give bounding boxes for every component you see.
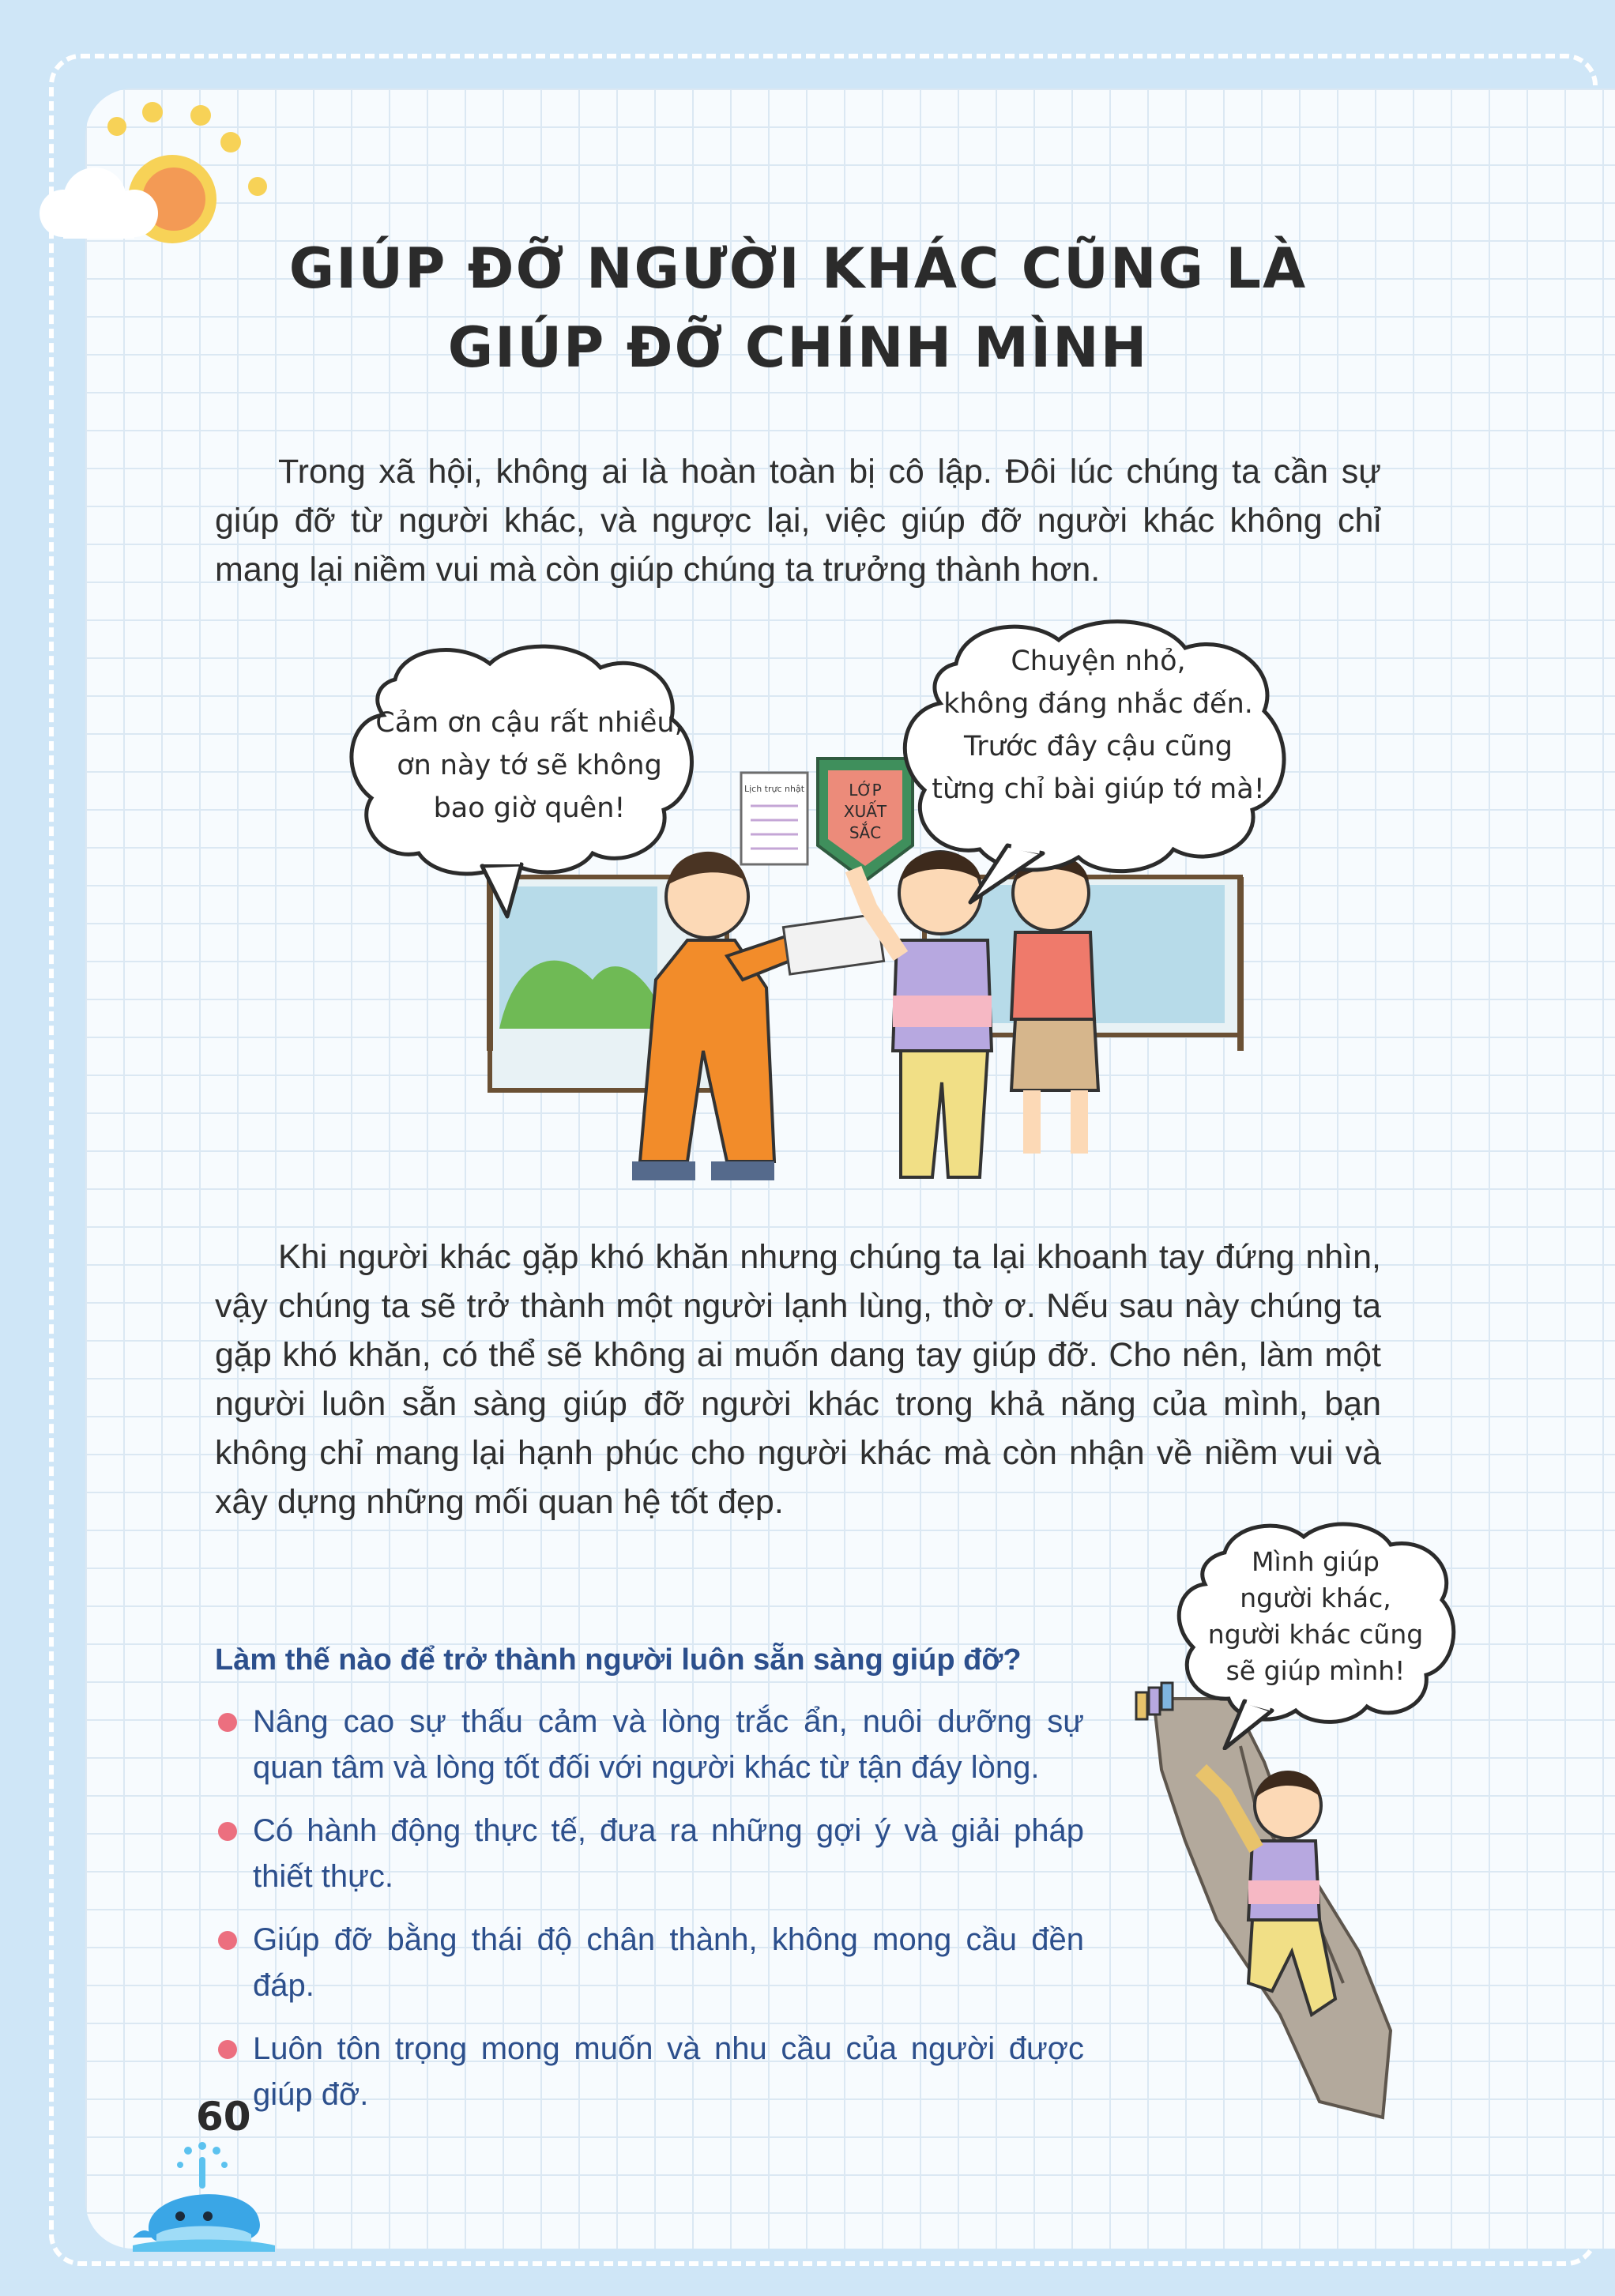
list-item-text: Có hành động thực tế, đưa ra những gợi ý và giải pháp thiết thực. bbox=[253, 1813, 1084, 1894]
page-number: 60 bbox=[196, 2094, 251, 2140]
intro-paragraph: Trong xã hội, không ai là hoàn toàn bị cô lập. Đôi lúc chúng ta cần sự giúp đỡ từ người khác, và ngược lại, việc giúp đỡ người khác không chỉ mang lại niềm vui mà còn giúp chúng ta trưởng thành hơn. bbox=[215, 453, 1381, 589]
bullet-dot-icon bbox=[218, 1822, 237, 1841]
notice-board-label: Lịch trực nhật bbox=[744, 784, 805, 794]
list-item bbox=[215, 1917, 1084, 2008]
list-item bbox=[215, 1808, 1084, 1899]
pennant-line-1: LỚP bbox=[849, 781, 882, 800]
speech-left-line-2: ơn này tớ sẽ không bbox=[397, 750, 662, 781]
speech-climber-line-1: Mình giúp bbox=[1252, 1546, 1380, 1577]
list-item-text: Giúp đỡ bằng thái độ chân thành, không mong cầu đền đáp. bbox=[253, 1922, 1084, 2003]
main-paragraph: Khi người khác gặp khó khăn nhưng chúng ta lại khoanh tay đứng nhìn, vậy chúng ta sẽ trở thành một người lạnh lùng, thờ ơ. Nếu sau này chúng ta gặp khó khăn, có thể sẽ không ai muốn dang tay giúp đỡ. Cho nên, làm một người luôn sẵn sàng giúp đỡ người khác trong khả năng của mình, bạn không chỉ mang lại hạnh phúc cho người khác mà còn nhận về niềm vui và xây dựng những mối quan hệ tốt đẹp. bbox=[215, 1238, 1381, 1521]
howto-heading: Làm thế nào để trở thành người luôn sẵn sàng giúp đỡ? bbox=[215, 1643, 1022, 1677]
page-title bbox=[237, 229, 1359, 387]
bullet-dot-icon bbox=[218, 2040, 237, 2059]
speech-text-left bbox=[371, 702, 687, 830]
speech-climber-line-2: người khác, bbox=[1240, 1583, 1391, 1613]
bullet-dot-icon bbox=[218, 1713, 237, 1732]
tips-list bbox=[215, 1699, 1084, 2135]
speech-left-line-3: bao giờ quên! bbox=[433, 792, 626, 824]
title-line-1: GIÚP ĐỠ NGƯỜI KHÁC CŨNG LÀ bbox=[288, 236, 1308, 301]
list-item-text: Luôn tôn trọng mong muốn và nhu cầu của người được giúp đỡ. bbox=[253, 2031, 1084, 2112]
list-item bbox=[215, 1699, 1084, 1790]
pennant-line-3: SẮC bbox=[849, 823, 882, 842]
pennant-line-2: XUẤT bbox=[843, 802, 887, 821]
speech-climber-line-3: người khác cũng bbox=[1207, 1619, 1424, 1650]
speech-left-line-1: Cảm ơn cậu rất nhiều, bbox=[375, 707, 683, 739]
speech-text-climber bbox=[1185, 1544, 1446, 1689]
speech-text-right bbox=[917, 640, 1280, 811]
list-item bbox=[215, 2026, 1084, 2117]
speech-right-line-4: từng chỉ bài giúp tớ mà! bbox=[932, 773, 1265, 805]
speech-right-line-2: không đáng nhắc đến. bbox=[943, 688, 1253, 720]
speech-right-line-1: Chuyện nhỏ, bbox=[1011, 646, 1186, 677]
speech-right-line-3: Trước đây cậu cũng bbox=[964, 731, 1233, 762]
speech-climber-line-4: sẽ giúp mình! bbox=[1225, 1655, 1406, 1686]
title-line-2: GIÚP ĐỠ CHÍNH MÌNH bbox=[447, 315, 1149, 380]
list-item-text: Nâng cao sự thấu cảm và lòng trắc ẩn, nuôi dưỡng sự quan tâm và lòng tốt đối với người khác từ tận đáy lòng. bbox=[253, 1704, 1084, 1785]
bullet-dot-icon bbox=[218, 1931, 237, 1950]
whale-icon bbox=[133, 2141, 275, 2252]
